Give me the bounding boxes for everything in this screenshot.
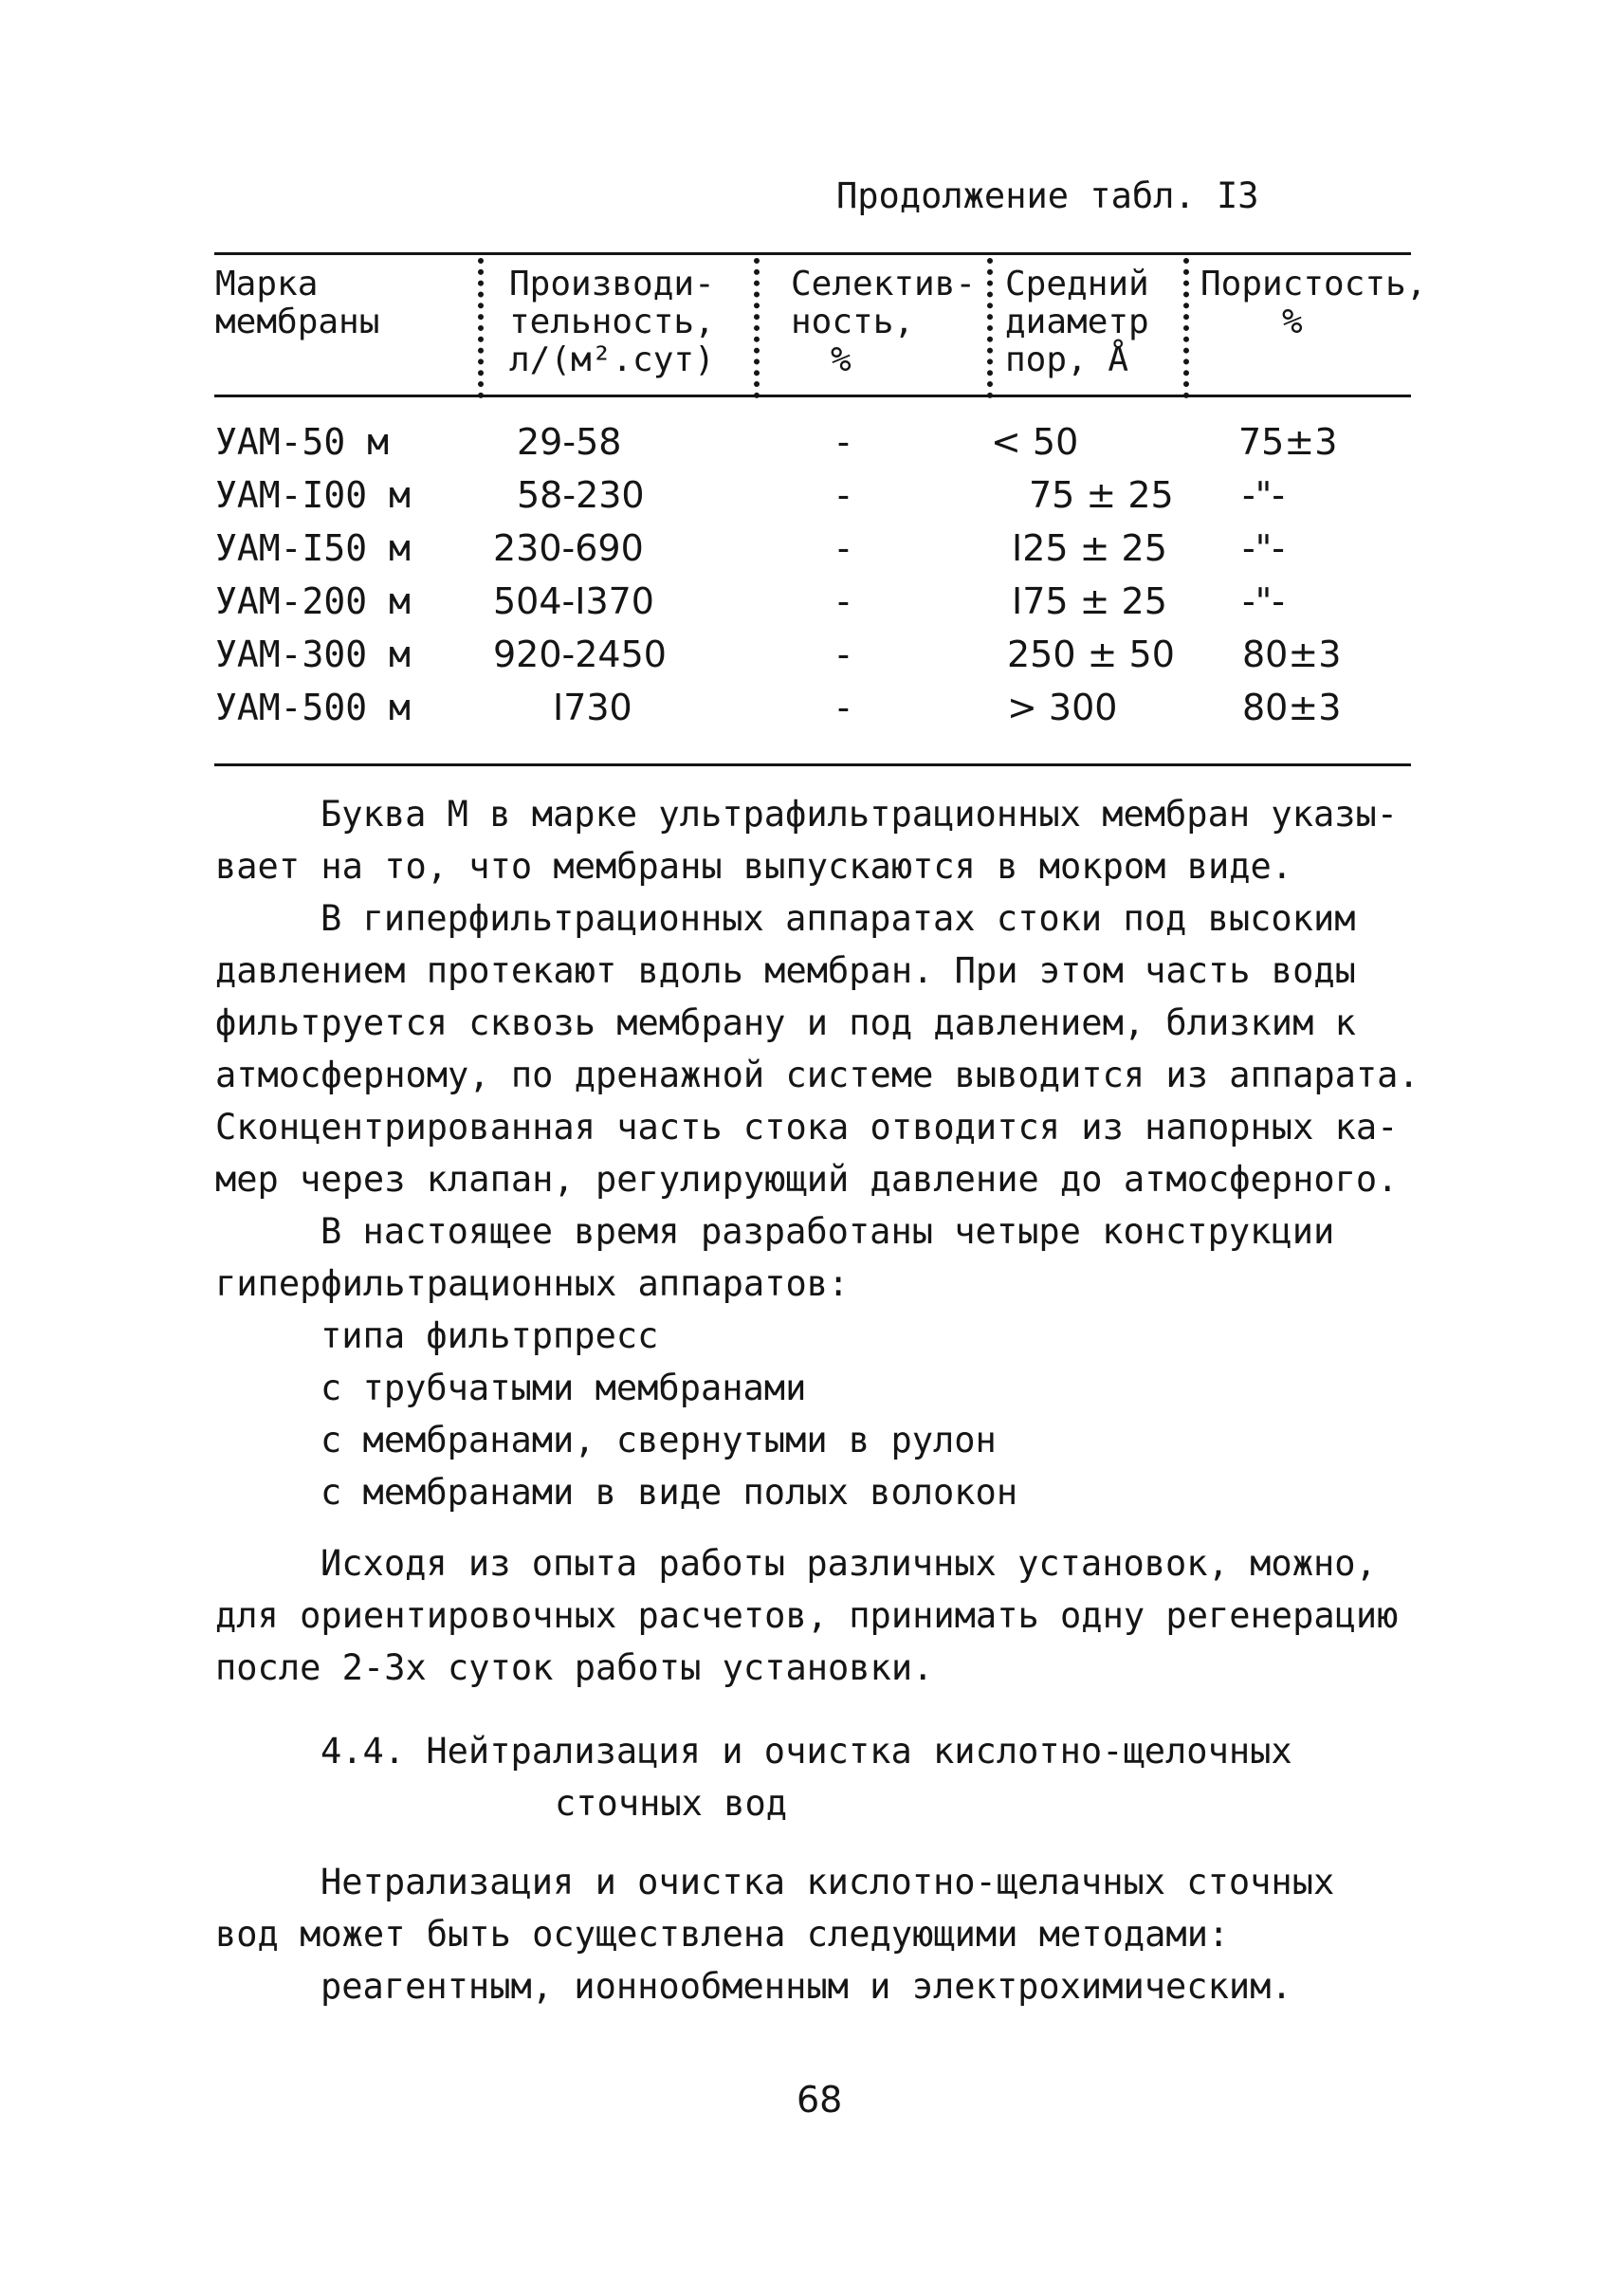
header-line: Пористость, [1200,265,1427,303]
column-separator [478,258,484,398]
table-row [0,580,1612,634]
table-row [0,421,1612,474]
table-top-rule [214,252,1411,255]
cell-selectivity: - [833,421,854,463]
cell-porosity: 75±3 [1238,421,1338,463]
text-line: вод может быть осуществлена следующими методами: [215,1914,1230,1955]
cell-pore-diameter: < 50 [991,421,1079,463]
cell-pore-diameter: 250 ± 50 [1007,634,1175,675]
column-separator [754,258,760,398]
text-line: вает на то, что мембраны выпускаются в мокром виде. [215,846,1293,887]
list-item: с мембранами в виде полых волокон [321,1472,1018,1513]
text-line: реагентным, ионнообменным и электрохимическим. [321,1966,1292,2007]
table-row [0,687,1612,740]
column-separator [987,258,993,398]
page-number: 68 [797,2079,843,2121]
cell-productivity: 29-58 [517,421,622,463]
text-line: Исходя из опыта работы различных установок, можно, [321,1543,1377,1584]
text-line: давлением протекают вдоль мембран. При этом часть воды [215,950,1356,991]
cell-productivity: 230-690 [493,527,644,569]
text-line: В гиперфильтрационных аппаратах стоки под высоким [321,898,1356,939]
list-item: с трубчатыми мембранами [321,1368,807,1408]
cell-brand: УАМ-300 м [215,634,411,675]
text-line: мер через клапан, регулирующий давление до атмосферного. [215,1159,1399,1200]
cell-brand: УАМ-200 м [215,580,411,622]
cell-selectivity: - [833,580,854,622]
column-separator [1183,258,1189,398]
header-line: % [831,340,852,379]
text-line: атмосферному, по дренажной системе выводится из аппарата. [215,1055,1420,1095]
header-selectivity [791,266,976,379]
header-line: пор, Å [1005,340,1129,379]
text-line: Буква М в марке ультрафильтрационных мембран указы- [321,794,1399,835]
text-line: гиперфильтрационных аппаратов: [215,1263,850,1304]
cell-selectivity: - [833,474,854,516]
section-heading: сточных вод [555,1783,788,1824]
text-line: после 2-3х суток работы установки. [215,1647,934,1688]
header-line: Производи- [509,265,715,303]
section-heading: 4.4. Нейтрализация и очистка кислотно-щелочных [321,1731,1292,1772]
text-line: Сконцентрированная часть стока отводится из напорных ка- [215,1107,1399,1148]
header-porosity [1200,266,1426,341]
cell-pore-diameter: 75 ± 25 [1029,474,1174,516]
cell-productivity: 504-I370 [493,580,654,622]
text-line: фильтруется сквозь мембрану и под давлением, близким к [215,1002,1356,1043]
header-line: Селектив- [791,265,977,303]
cell-porosity: -"- [1242,474,1285,516]
cell-pore-diameter: > 300 [1007,687,1118,728]
cell-pore-diameter: I25 ± 25 [1012,527,1167,569]
table-header-rule [214,395,1411,397]
cell-productivity: 58-230 [517,474,645,516]
cell-porosity: 80±3 [1242,687,1342,728]
cell-brand: УАМ-500 м [215,687,411,728]
cell-productivity: I730 [553,687,632,728]
cell-brand: УАМ-I50 м [215,527,411,569]
header-line: л/(м².сут) [509,340,715,379]
header-line: % [1282,303,1303,341]
header-line: тельность, [509,303,715,341]
header-pore-diameter [1005,266,1149,379]
cell-selectivity: - [833,687,854,728]
header-productivity [509,266,715,379]
text-line: для ориентировочных расчетов, принимать одну регенерацию [215,1595,1399,1636]
cell-selectivity: - [833,527,854,569]
list-item: типа фильтрпресс [321,1315,659,1356]
cell-pore-diameter: I75 ± 25 [1012,580,1167,622]
table-row [0,527,1612,580]
cell-porosity: -"- [1242,580,1285,622]
cell-brand: УАМ-50 м [215,421,390,463]
header-line: мембраны [215,303,380,341]
table-caption: Продолжение табл. I3 [836,175,1259,216]
table-bottom-rule [214,763,1411,766]
list-item: с мембранами, свернутыми в рулон [321,1420,997,1460]
table-row [0,474,1612,527]
cell-brand: УАМ-I00 м [215,474,411,516]
cell-productivity: 920-2450 [493,634,667,675]
header-brand [215,266,379,341]
cell-selectivity: - [833,634,854,675]
header-line: ность, [791,303,915,341]
header-line: Средний [1005,265,1149,303]
text-line: Нетрализация и очистка кислотно-щелачных сточных [321,1862,1335,1902]
header-line: Марка [215,265,319,303]
cell-porosity: -"- [1242,527,1285,569]
header-line: диаметр [1005,303,1149,341]
text-line: В настоящее время разработаны четыре конструкции [321,1211,1335,1252]
table-row [0,634,1612,687]
cell-porosity: 80±3 [1242,634,1342,675]
